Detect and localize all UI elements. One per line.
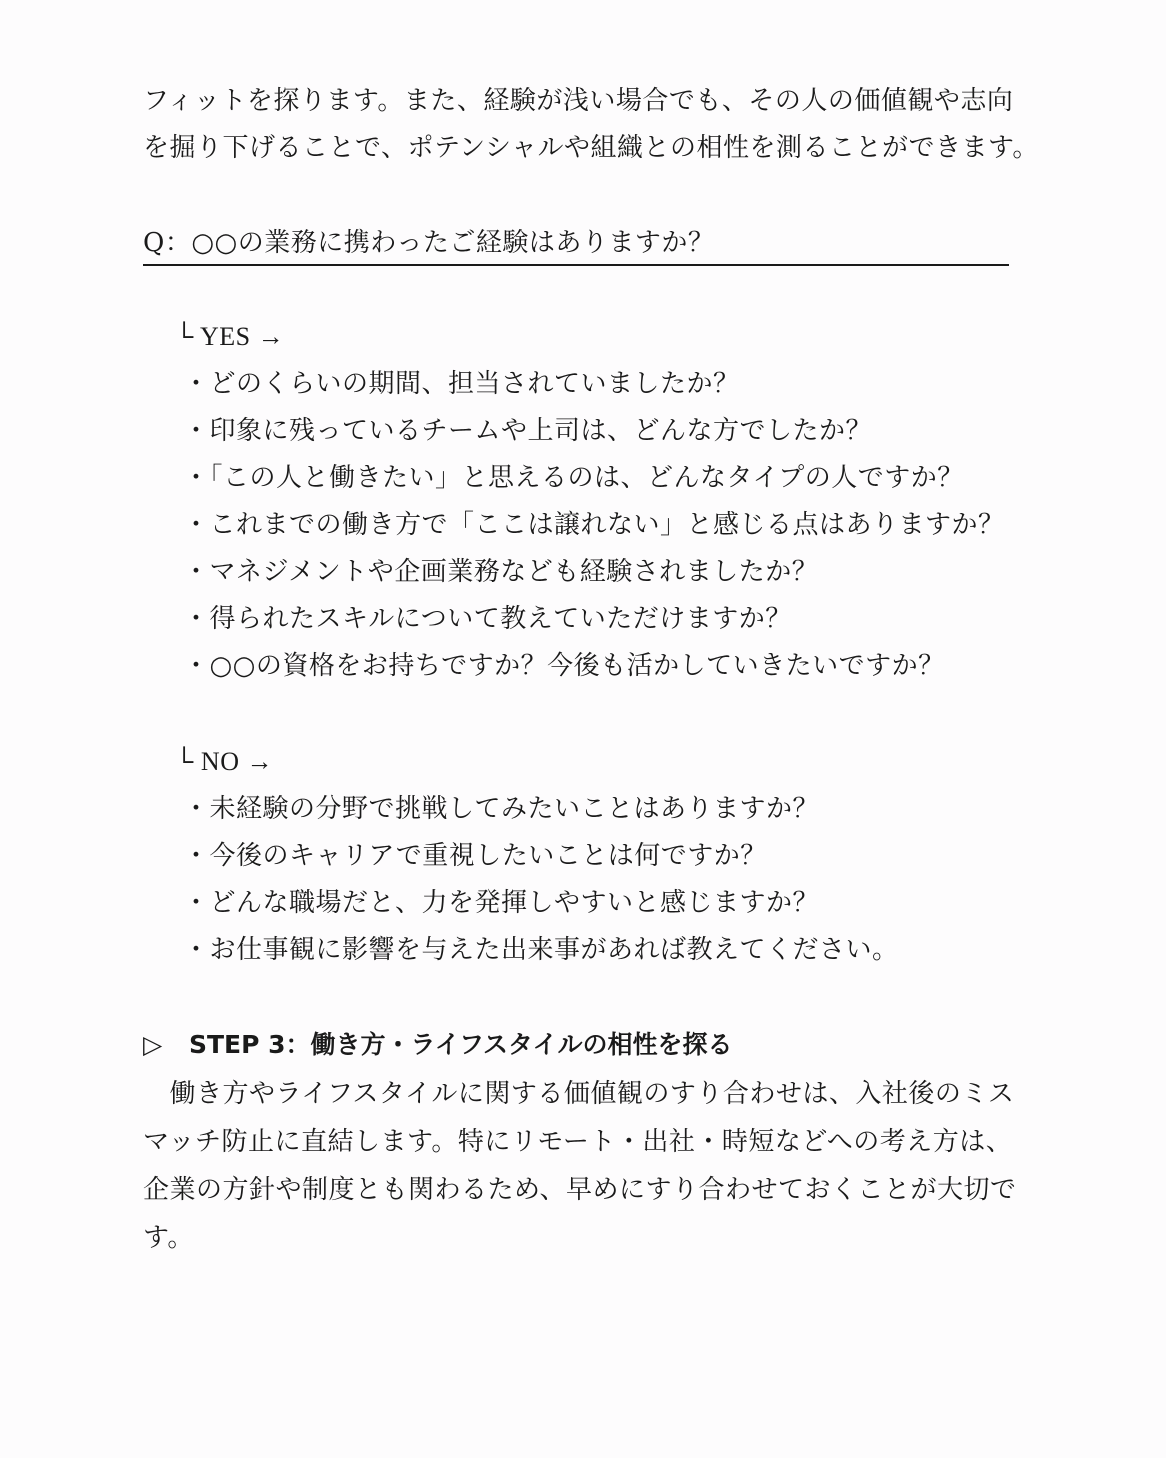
no-item-2: ・今後のキャリアで重視したいことは何ですか？ bbox=[183, 841, 767, 871]
yes-item-3: ・「この人と働きたい」と思えるのは、どんなタイプの人ですか？ bbox=[183, 463, 964, 493]
no-item-4: ・お仕事観に影響を与えた出来事があれば教えてください。 bbox=[183, 935, 899, 965]
step3-paragraph-line-2: マッチ防止に直結します。特にリモート・出社・時短などへの考え方は、 bbox=[143, 1127, 1013, 1157]
step3-heading-text: STEP 3：働き方・ライフスタイルの相性を探る bbox=[189, 1030, 733, 1059]
question-heading bbox=[143, 226, 1009, 266]
yes-item-2: ・印象に残っているチームや上司は、どんな方でしたか？ bbox=[183, 416, 873, 446]
yes-item-7: ・○○の資格をお持ちですか？今後も活かしていきたいですか？ bbox=[183, 651, 945, 681]
triangle-marker-icon: ▷ bbox=[143, 1030, 163, 1059]
yes-branch-label: └ YES → bbox=[175, 322, 285, 351]
yes-item-6: ・得られたスキルについて教えていただけますか？ bbox=[183, 604, 792, 634]
no-item-1: ・未経験の分野で挑戦してみたいことはありますか？ bbox=[183, 794, 820, 824]
intro-line-1: フィットを探ります。また、経験が浅い場合でも、その人の価値観や志向 bbox=[143, 86, 1014, 116]
step3-paragraph-line-3: 企業の方針や制度とも関わるため、早めにすり合わせておくことが大切で bbox=[143, 1175, 1017, 1205]
question-text: Q：○○の業務に携わったご経験はありますか？ bbox=[143, 228, 715, 258]
step3-paragraph-line-4: す。 bbox=[143, 1223, 194, 1253]
step3-heading bbox=[143, 1028, 733, 1062]
no-branch-label: └ NO → bbox=[175, 747, 273, 776]
yes-item-4: ・これまでの働き方で「ここは譲れない」と感じる点はありますか？ bbox=[183, 510, 1005, 540]
yes-item-5: ・マネジメントや企画業務なども経験されましたか？ bbox=[183, 557, 819, 587]
no-item-3: ・どんな職場だと、力を発揮しやすいと感じますか？ bbox=[183, 888, 820, 918]
step3-paragraph-line-1: 働き方やライフスタイルに関する価値観のすり合わせは、入社後のミス bbox=[143, 1079, 1015, 1109]
intro-line-2: を掘り下げることで、ポテンシャルや組織との相性を測ることができます。 bbox=[143, 133, 1039, 163]
yes-item-1: ・どのくらいの期間、担当されていましたか？ bbox=[183, 369, 740, 399]
